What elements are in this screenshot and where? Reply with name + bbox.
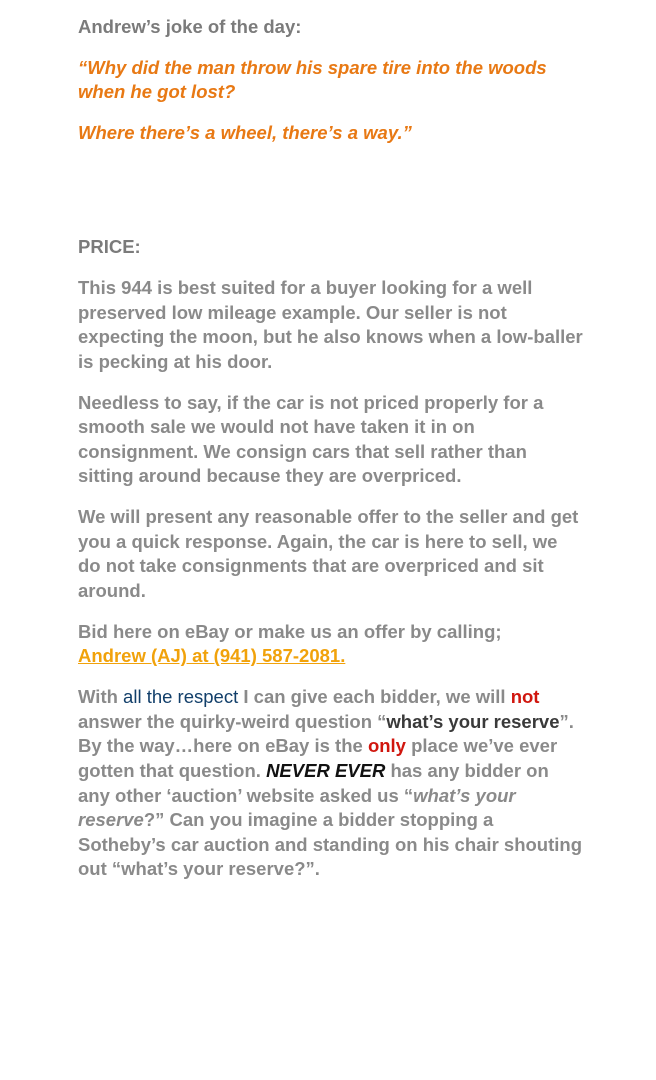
listing-description: [78, 15, 583, 898]
reserve-question-highlight: what’s your reserve: [386, 710, 560, 732]
joke-question-line1: “Why did the man throw his spare tire into the woods: [78, 56, 547, 78]
price-paragraph-3: We will present any reasonable offer to the seller and get you a quick response. Again, the car is here to sell, we do not take consignments that are overpriced and sit around.: [78, 506, 579, 602]
section-spacer: [78, 170, 583, 235]
price-paragraph-1: This 944 is best suited for a buyer looking for a well preserved low mileage example. Our seller is not expecting the moon, but he also knows when a low-baller is pecking at his door.: [78, 277, 583, 372]
reserve-text-13: ?” Can you imagine a bidder stopping a Sotheby’s car auction and standing on his chair shouting out “what’s your reserve?”.: [78, 809, 583, 880]
price-heading: PRICE:: [78, 236, 141, 258]
joke-question-line2: when he got lost?: [78, 81, 236, 103]
reserve-paragraph: [78, 685, 583, 882]
reserve-text-1: With: [78, 686, 124, 708]
not-highlight: not: [510, 686, 540, 708]
joke-answer: Where there’s a wheel, there’s a way.”: [78, 122, 412, 144]
price-paragraph-2: Needless to say, if the car is not priced properly for a smooth sale we would not have taken it in on consignment. We consign cars that sell rather than sitting around because they are overpriced.: [78, 391, 544, 487]
reserve-question-italic: what’s your reserve: [78, 784, 516, 831]
respect-highlight: all the respect: [123, 686, 239, 708]
contact-intro: Bid here on eBay or make us an offer by calling;: [78, 620, 502, 642]
phone-link[interactable]: Andrew (AJ) at (941) 587-2081.: [78, 645, 346, 667]
reserve-text-5: answer the quirky-weird question “: [78, 710, 387, 732]
never-ever-highlight: NEVER EVER: [266, 759, 386, 781]
reserve-text-11: has any bidder on any other ‘auction’ website asked us “: [78, 759, 549, 806]
joke-heading: Andrew’s joke of the day:: [78, 16, 302, 37]
reserve-text-9: place we’ve ever gotten that question.: [78, 735, 558, 781]
joke-question: [78, 56, 583, 105]
reserve-text-3: I can give each bidder, we will: [238, 686, 511, 708]
contact-paragraph: [78, 620, 583, 669]
reserve-text-7: ”. By the way…here on eBay is the: [78, 710, 574, 757]
only-highlight: only: [367, 735, 406, 757]
